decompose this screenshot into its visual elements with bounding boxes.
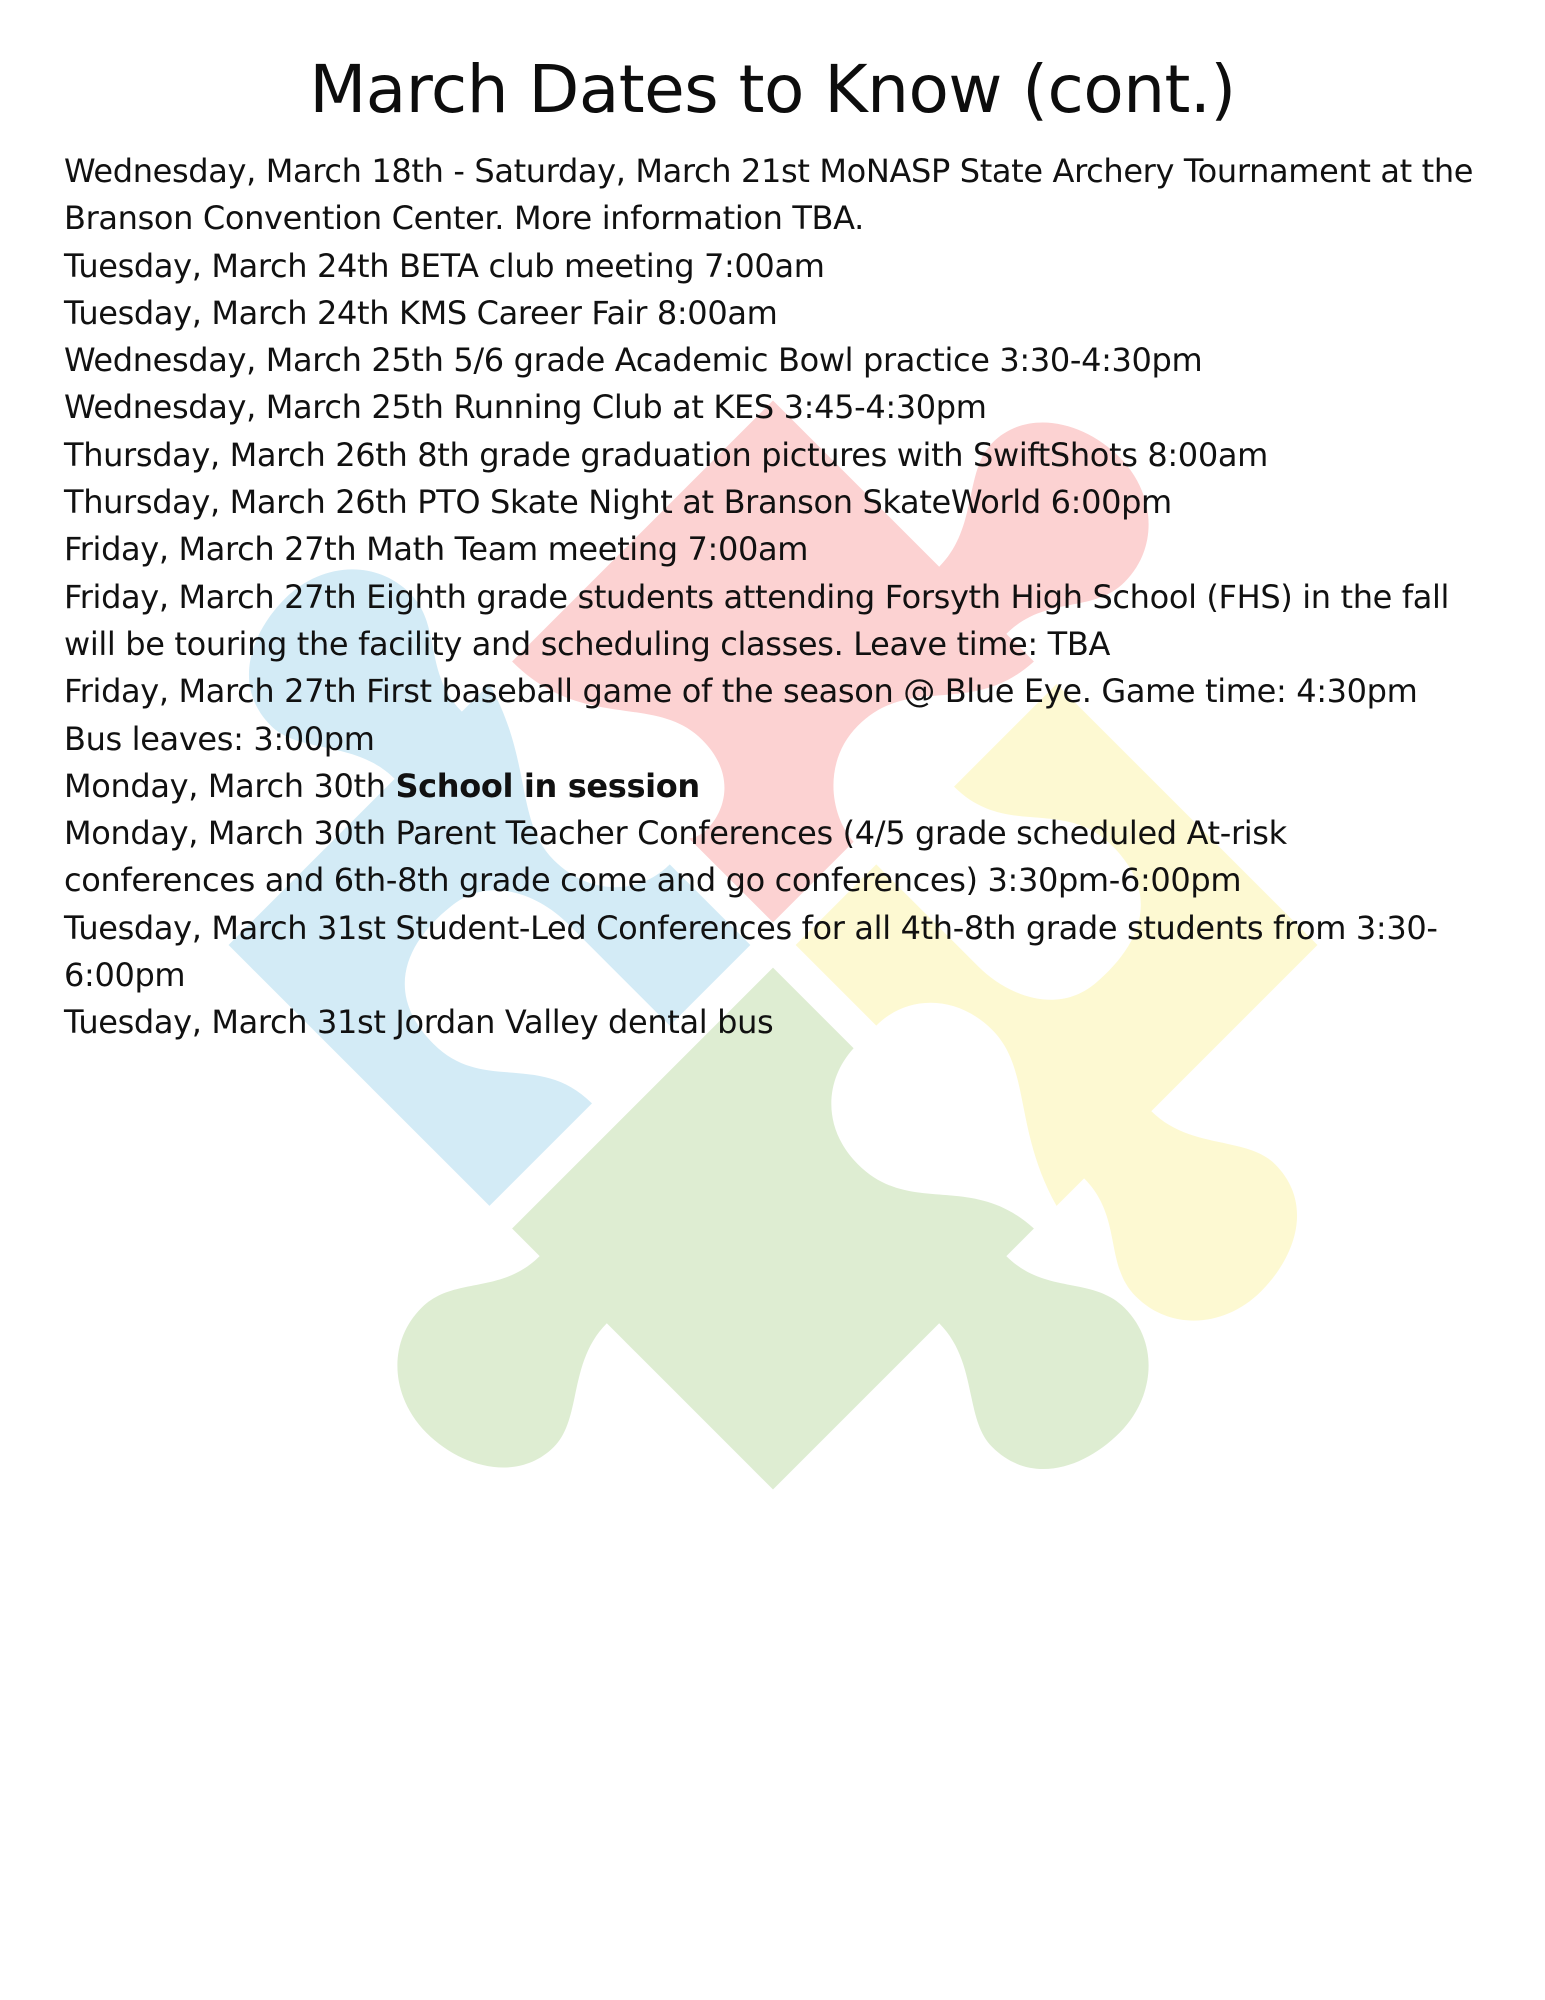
event-item <box>64 148 1484 243</box>
event-item <box>64 337 1484 384</box>
event-description: MoNASP State Archery Tournament at the Branson Convention Center. More information TBA. <box>64 152 1474 238</box>
event-date: Wednesday, March 25th <box>64 388 444 427</box>
event-date: Tuesday, March 31st <box>64 1003 386 1042</box>
event-description: Student-Led Conferences for all 4th-8th grade students from 3:30-6:00pm <box>64 908 1438 995</box>
event-date: Tuesday, March 31st <box>64 908 386 947</box>
event-description: KMS Career Fair 8:00am <box>398 293 778 332</box>
event-item <box>64 999 1484 1046</box>
event-item <box>64 574 1484 669</box>
event-item <box>64 763 1484 810</box>
event-date: Wednesday, March 25th <box>64 341 444 380</box>
event-description: School in session <box>395 766 700 805</box>
event-item <box>64 810 1484 905</box>
event-date: Friday, March 27th <box>64 577 357 616</box>
event-description: 8th grade graduation pictures with SwiftShots 8:00am <box>417 435 1268 474</box>
event-description: First baseball game of the season @ Blue Eye. Game time: 4:30pm Bus leaves: 3:00pm <box>64 672 1418 758</box>
event-description: Parent Teacher Conferences (4/5 grade scheduled At-risk conferences and 6th-8th grade come and go conferences) 3:30pm-6:00pm <box>64 814 1287 900</box>
event-date: Wednesday, March 18th - Saturday, March 21st <box>64 152 810 190</box>
event-item <box>64 526 1484 573</box>
event-description: Eighth grade students attending Forsyth High School (FHS) in the fall will be touring the facility and scheduling classes. Leave time: TBA <box>64 577 1450 663</box>
event-date: Friday, March 27th <box>64 530 357 569</box>
event-item <box>64 243 1484 290</box>
event-date: Friday, March 27th <box>64 672 357 711</box>
event-date: Thursday, March 26th <box>64 483 408 522</box>
event-item <box>64 905 1484 1000</box>
page-title: March Dates to Know (cont.) <box>309 51 1236 128</box>
event-description: 5/6 grade Academic Bowl practice 3:30-4:30pm <box>453 341 1203 380</box>
event-description: PTO Skate Night at Branson SkateWorld 6:00pm <box>417 483 1172 522</box>
event-description: BETA club meeting 7:00am <box>398 246 825 285</box>
event-date: Tuesday, March 24th <box>64 293 390 332</box>
event-date: Monday, March 30th <box>64 766 386 805</box>
event-item <box>64 479 1484 526</box>
event-list <box>64 148 1484 1047</box>
event-description: Running Club at KES 3:45-4:30pm <box>453 388 987 427</box>
event-item <box>64 668 1484 763</box>
event-date: Monday, March 30th <box>64 814 386 853</box>
event-description: Jordan Valley dental bus <box>395 1003 774 1042</box>
event-date: Tuesday, March 24th <box>64 246 390 285</box>
event-item <box>64 290 1484 337</box>
event-item <box>64 432 1484 479</box>
event-item <box>64 384 1484 431</box>
event-date: Thursday, March 26th <box>64 435 408 474</box>
event-description: Math Team meeting 7:00am <box>366 530 809 569</box>
